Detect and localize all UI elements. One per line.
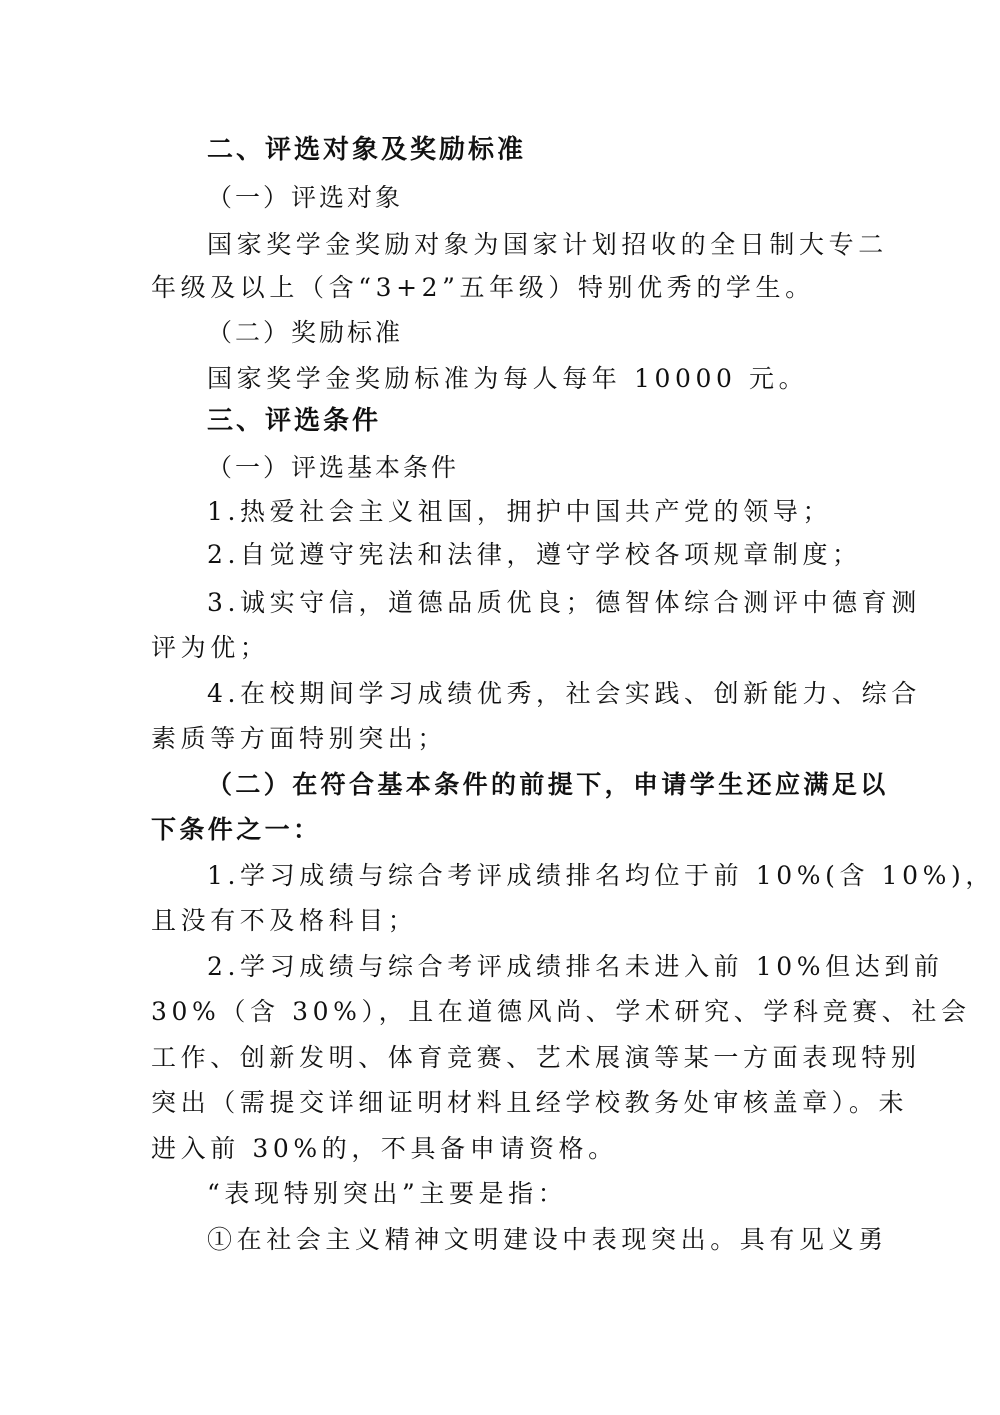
- definition-item: ①在社会主义精神文明建设中表现突出。具有见义勇: [207, 1225, 888, 1254]
- paragraph-line: 国家奖学金奖励对象为国家计划招收的全日制大专二: [207, 230, 888, 259]
- paragraph-line: 国家奖学金奖励标准为每人每年 10000 元。: [207, 364, 809, 393]
- list-item-continuation: 素质等方面特别突出；: [151, 724, 448, 753]
- list-item: 3.诚实守信，道德品质优良；德智体综合测评中德育测: [207, 588, 921, 617]
- list-item: 1.学习成绩与综合考评成绩排名均位于前 10%(含 10%)，: [207, 861, 995, 890]
- subheading-basic-conditions: （一）评选基本条件: [207, 453, 460, 482]
- list-item: 2.学习成绩与综合考评成绩排名未进入前 10%但达到前: [207, 952, 944, 981]
- list-item-continuation: 工作、创新发明、体育竞赛、艺术展演等某一方面表现特别: [151, 1043, 921, 1072]
- list-item: 4.在校期间学习成绩优秀，社会实践、创新能力、综合: [207, 679, 921, 708]
- subheading-continuation: 下条件之一：: [151, 815, 322, 844]
- list-item-continuation: 进入前 30%的，不具备申请资格。: [151, 1134, 618, 1163]
- list-item: 1.热爱社会主义祖国，拥护中国共产党的领导；: [207, 497, 833, 526]
- list-item: 2.自觉遵守宪法和法律，遵守学校各项规章制度；: [207, 540, 862, 569]
- subheading-award-standard: （二）奖励标准: [207, 318, 404, 347]
- list-item-continuation: 30%（含 30%），且在道德风尚、学术研究、学科竞赛、社会: [151, 997, 971, 1026]
- list-item-continuation: 且没有不及格科目；: [151, 906, 418, 935]
- list-item-continuation: 评为优；: [151, 633, 270, 662]
- subheading-evaluation-objects: （一）评选对象: [207, 183, 404, 212]
- subheading-additional-conditions: （二）在符合基本条件的前提下，申请学生还应满足以: [207, 770, 889, 799]
- section-heading-evaluation-objects: 二、评选对象及奖励标准: [207, 135, 527, 165]
- definition-intro: “表现特别突出”主要是指：: [207, 1179, 568, 1208]
- list-item-continuation: 突出（需提交详细证明材料且经学校教务处审核盖章）。未: [151, 1088, 909, 1117]
- section-heading-evaluation-conditions: 三、评选条件: [207, 406, 382, 436]
- paragraph-line: 年级及以上（含“3+2”五年级）特别优秀的学生。: [151, 273, 815, 302]
